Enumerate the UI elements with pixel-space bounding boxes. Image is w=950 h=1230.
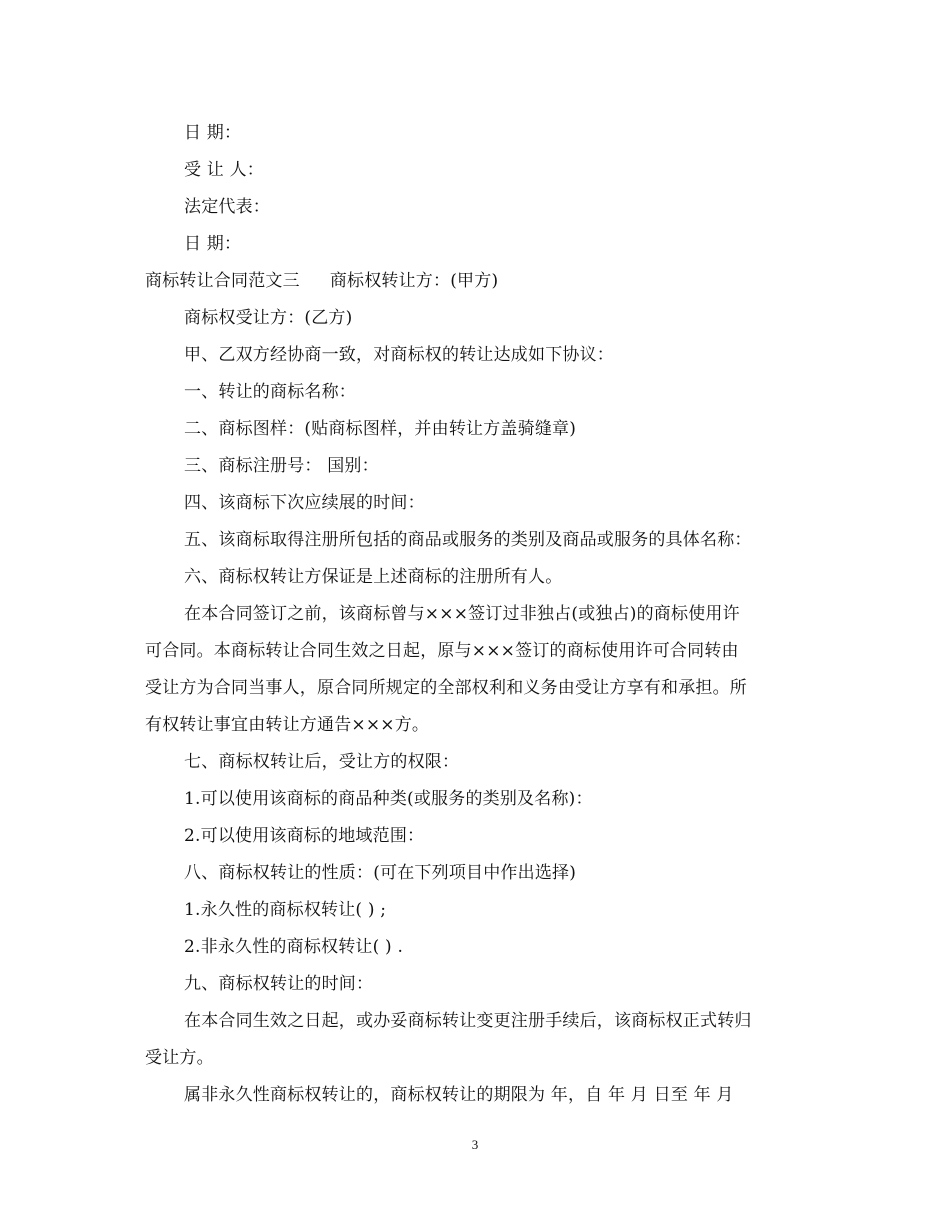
text-line: 日 期：: [184, 234, 242, 254]
sub-item: 1.永久性的商标权转让( ) ;: [184, 900, 387, 920]
section-title: 商标转让合同范文三: [145, 271, 300, 291]
clause-item: 七、商标权转让后，受让方的权限：: [184, 752, 460, 772]
paragraph-line: 受让方为合同当事人，原合同所规定的全部权利和义务由受让方享有和承担。所: [145, 678, 747, 698]
clause-item: 五、该商标取得注册所包括的商品或服务的类别及商品或服务的具体名称：: [184, 530, 752, 550]
paragraph-line: 在本合同生效之日起，或办妥商标转让变更注册手续后，该商标权正式转归: [184, 1011, 752, 1031]
text-line: 甲、乙双方经协商一致，对商标权的转让达成如下协议：: [184, 345, 614, 365]
paragraph-line: 属非永久性商标权转让的，商标权转让的期限为 年，自 年 月 日至 年 月: [184, 1085, 734, 1105]
clause-item: 九、商标权转让的时间：: [184, 974, 374, 994]
paragraph-line: 受让方。: [145, 1048, 214, 1068]
page-number: 3: [471, 1137, 479, 1152]
clause-item: 六、商标权转让方保证是上述商标的注册所有人。: [184, 567, 563, 587]
paragraph-line: 可合同。本商标转让合同生效之日起，原与×××签订的商标使用许可合同转由: [145, 641, 739, 661]
text-line: 法定代表：: [184, 197, 270, 217]
clause-item: 三、商标注册号： 国别：: [184, 456, 379, 476]
sub-item: 2.非永久性的商标权转让( ) .: [184, 937, 404, 957]
text-line: 商标权受让方：(乙方): [184, 308, 353, 328]
clause-item: 一、转让的商标名称：: [184, 382, 356, 402]
clause-item: 八、商标权转让的性质：(可在下列项目中作出选择): [184, 863, 577, 883]
clause-item: 四、该商标下次应续展的时间：: [184, 493, 425, 513]
section-heading-line: [145, 263, 805, 300]
clause-item: 二、商标图样：(贴商标图样，并由转让方盖骑缝章): [184, 419, 577, 439]
text-line: 商标权转让方：(甲方): [329, 271, 499, 291]
text-line: 日 期：: [184, 123, 242, 143]
sub-item: 1.可以使用该商标的商品种类(或服务的类别及名称)：: [184, 789, 593, 809]
sub-item: 2.可以使用该商标的地域范围：: [184, 826, 425, 846]
document-body: [145, 115, 805, 1114]
paragraph-line: 在本合同签订之前，该商标曾与×××签订过非独占(或独占)的商标使用许: [184, 604, 740, 624]
text-line: 受 让 人：: [184, 160, 265, 180]
paragraph-line: 有权转让事宜由转让方通告×××方。: [145, 715, 430, 735]
